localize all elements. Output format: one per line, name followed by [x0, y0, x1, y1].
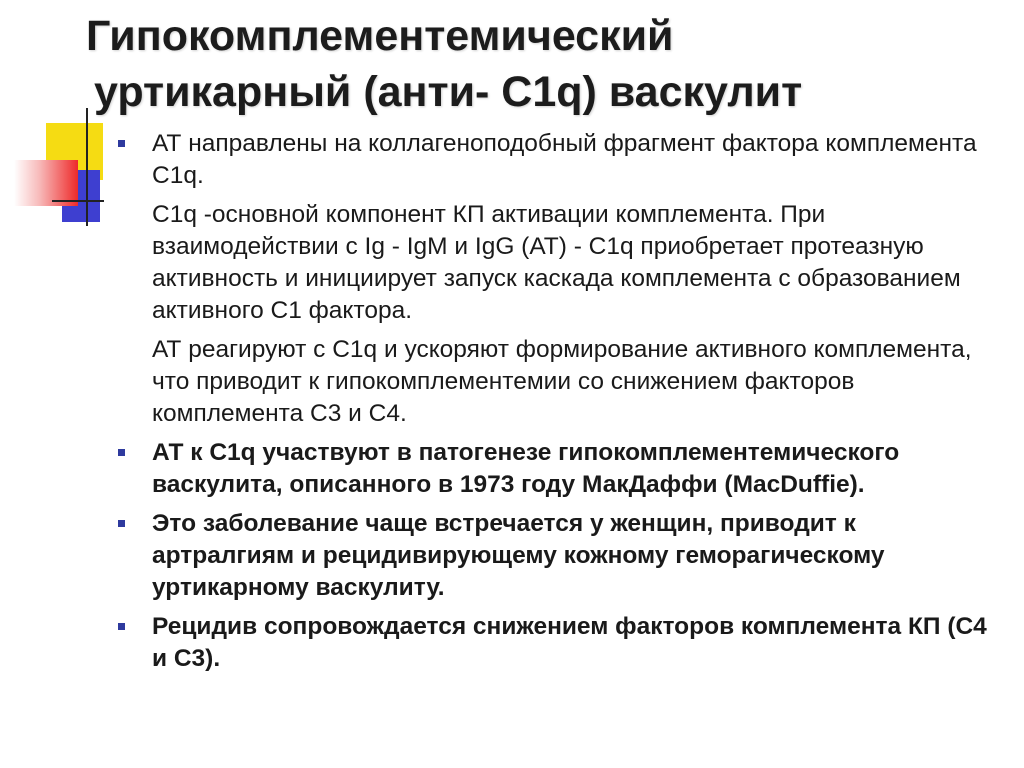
vertical-line-decoration — [86, 108, 88, 226]
bullet-1-paragraph-2: С1q -основной компонент КП активации комплемента. При взаимодействии с Ig - IgM и IgG (АТ) - С1q приобретает протеазную активность и инициирует запуск каскада комплемента с образованием активного С1 фактора. — [152, 201, 961, 324]
bullet-item-2 — [112, 437, 1002, 501]
square-bullet-icon — [118, 623, 125, 630]
bullet-list — [112, 128, 1002, 682]
bullet-1-paragraph-3: АТ реагируют с С1q и ускоряют формирование активного комплемента, что приводит к гипокомплементемии со снижением факторов комплемента С3 и С4. — [152, 336, 972, 427]
bullet-3-paragraph-1: Это заболевание чаще встречается у женщин, приводит к артралгиям и рецидивирующему кожному геморагическому уртикарному васкулиту. — [152, 510, 885, 601]
bullet-item-4 — [112, 611, 1002, 675]
horizontal-line-decoration — [52, 200, 104, 202]
bullet-1-paragraph-1: АТ направлены на коллагеноподобный фрагмент фактора комплемента C1q. — [152, 130, 977, 189]
bullet-2-paragraph-1: АТ к С1q участвуют в патогенезе гипокомплементемического васкулита, описанного в 1973 году МакДаффи (MacDuffie). — [152, 439, 900, 498]
square-bullet-icon — [118, 520, 125, 527]
bullet-4-paragraph-1: Рецидив сопровождается снижением факторов комплемента КП (С4 и С3). — [152, 613, 987, 672]
square-bullet-icon — [118, 449, 125, 456]
bullet-item-3 — [112, 508, 1002, 604]
slide-title — [86, 8, 986, 120]
square-bullet-icon — [118, 140, 125, 147]
bullet-item-1 — [112, 128, 1002, 430]
slide-title-line-2: уртикарный (анти- C1q) васкулит — [94, 68, 803, 116]
slide-title-line-1: Гипокомплементемический — [86, 12, 674, 60]
